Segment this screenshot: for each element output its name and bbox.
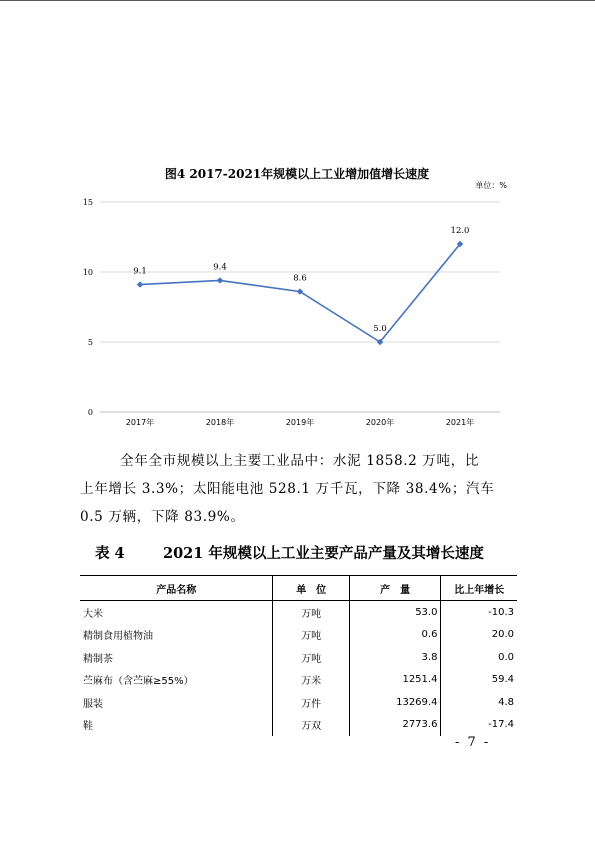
table-row [80,601,517,624]
cell-growth: 20.0 [441,624,517,647]
header-output: 产 量 [349,576,441,601]
header-product-name: 产品名称 [80,576,273,601]
data-label: 5.0 [373,324,387,334]
cell-output: 0.6 [349,624,441,647]
data-label: 9.4 [213,262,227,273]
cell-output: 13269.4 [349,691,441,714]
paragraph-line-3: 0.5 万辆，下降 83.9%。 [80,509,245,525]
product-output-table [80,575,517,736]
cell-unit: 万吨 [273,624,349,647]
paragraph-line-2: 上年增长 3.3%；太阳能电池 528.1 万千瓦，下降 38.4%；汽车 [80,481,495,497]
cell-product-name: 精制茶 [83,653,113,665]
data-label: 8.6 [293,273,307,284]
table-row [80,714,517,737]
data-point-marker [137,281,143,287]
table-caption [95,542,484,563]
x-tick-label: 2021年 [445,418,475,427]
cell-unit: 万吨 [273,646,349,669]
paragraph-line-1: 全年全市规模以上主要工业品中：水泥 1858.2 万吨，比 [120,453,480,469]
data-label: 12.0 [450,226,470,236]
y-tick-label: 0 [87,408,93,417]
cell-product-name: 精制食用植物油 [83,631,153,643]
table-caption-number: 表 4 [95,545,125,562]
chart-unit-label: 单位：% [475,181,507,190]
cell-product-name: 服装 [83,698,103,710]
cell-product-name: 苎麻布（含苎麻≥55%） [83,676,194,688]
growth-line-chart [75,160,520,435]
header-unit: 单 位 [273,576,349,601]
page-top-rule [0,0,595,1]
cell-unit: 万件 [273,691,349,714]
cell-unit: 万吨 [273,601,349,624]
cell-output: 3.8 [349,646,441,669]
cell-unit: 万米 [273,669,349,692]
cell-growth: 4.8 [441,691,517,714]
cell-unit: 万双 [273,714,349,737]
cell-output: 2773.6 [349,714,441,737]
table-row [80,646,517,669]
x-tick-label: 2018年 [205,418,235,427]
page-number: - 7 - [455,735,491,750]
table-row [80,669,517,692]
y-tick-label: 15 [82,198,93,207]
cell-output: 53.0 [349,601,441,624]
cell-growth: -17.4 [441,714,517,737]
x-tick-label: 2020年 [365,418,395,427]
header-growth: 比上年增长 [441,576,517,601]
cell-output: 1251.4 [349,669,441,692]
cell-growth: -10.3 [441,601,517,624]
cell-product-name: 大米 [83,608,103,620]
table-row [80,691,517,714]
cell-product-name: 鞋 [83,721,93,733]
table-header-row [80,576,517,601]
x-tick-label: 2019年 [285,418,315,427]
y-tick-label: 5 [87,338,93,347]
y-tick-label: 10 [82,268,93,277]
data-label: 9.1 [133,266,147,277]
table-caption-title: 2021 年规模以上工业主要产品产量及其增长速度 [163,545,484,562]
cell-growth: 0.0 [441,646,517,669]
x-tick-label: 2017年 [125,418,155,427]
cell-growth: 59.4 [441,669,517,692]
chart-title: 图4 2017-2021年规模以上工业增加值增长速度 [164,167,430,181]
table-row [80,624,517,647]
data-point-marker [217,277,223,283]
